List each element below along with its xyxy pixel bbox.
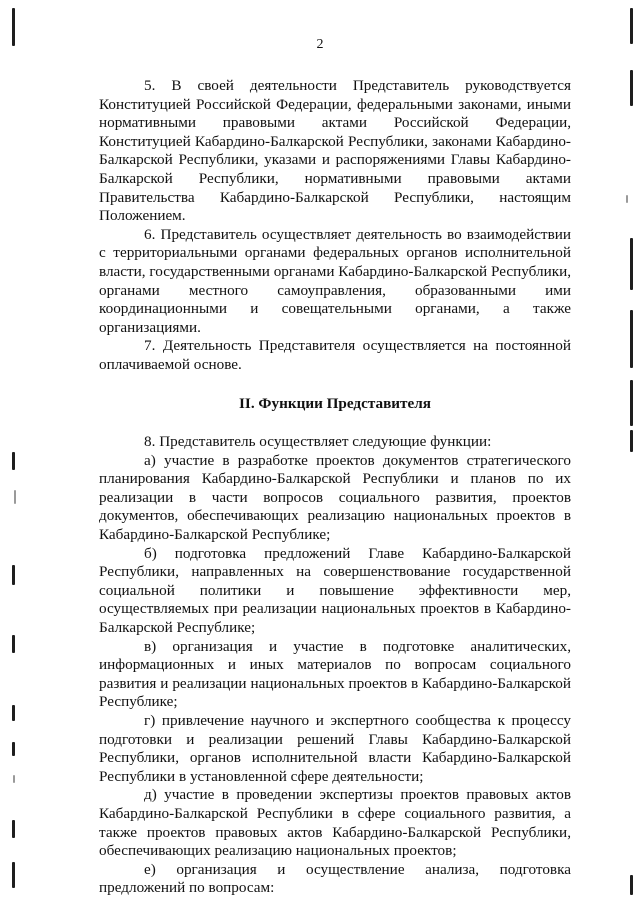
scan-edge-mark — [626, 195, 628, 203]
function-item-g: г) привлечение научного и экспертного сообщества к процессу подготовки и реализации решений Главы Кабардино-Балкарской Республики, органов исполнительной власти Кабардино-Балкарской Республики в установленной сфере деятельности; — [99, 712, 571, 785]
scan-edge-mark — [12, 820, 15, 838]
function-item-b: б) подготовка предложений Главе Кабардино-Балкарской Республики, направленных на совершенствование государственной социальной политики и повышение эффективности мер, осуществляемых при реализации национальных проектов в Кабардино-Балкарской Республике; — [99, 544, 571, 637]
scan-edge-mark — [630, 430, 633, 452]
paragraph-8: 8. Представитель осуществляет следующие функции: — [144, 433, 492, 451]
scan-edge-mark — [12, 8, 15, 46]
document-body — [99, 77, 571, 898]
scan-edge-mark — [630, 380, 633, 426]
page-number: 2 — [316, 37, 324, 52]
scan-edge-mark — [12, 742, 15, 756]
function-item-d: д) участие в проведении экспертизы проектов правовых актов Кабардино-Балкарской Республики в сфере социального развития, а также проектов правовых актов Кабардино-Балкарской Республики, обеспечивающих реализацию национальных проектов; — [99, 786, 571, 860]
function-item-a: а) участие в разработке проектов документов стратегического планирования Кабардино-Балкарской Республики и планов по их реализации в части вопросов социального развития, проектов документов, обеспечивающих реализацию национальных проектов в Кабардино-Балкарской Республике; — [99, 451, 571, 544]
scan-edge-mark — [12, 565, 15, 585]
scan-edge-mark — [12, 452, 15, 470]
paragraph-7: 7. Деятельность Представителя осуществляется на постоянной оплачиваемой основе. — [99, 337, 571, 373]
scan-edge-mark — [12, 635, 15, 653]
scan-edge-mark — [630, 310, 633, 368]
scan-edge-mark — [630, 238, 633, 290]
scan-edge-mark — [630, 875, 633, 895]
paragraph-6: 6. Представитель осуществляет деятельность во взаимодействии с территориальными органами федеральных органов исполнительной власти, государственными органами Кабардино-Балкарской Республики, органами местного самоуправления, образованными ими координационными и совещательными органами, а также организациями. — [99, 225, 571, 336]
scan-edge-mark — [12, 705, 15, 721]
function-item-e: е) организация и осуществление анализа, подготовка предложений по вопросам: — [99, 860, 571, 897]
scan-edge-mark — [630, 70, 633, 106]
scan-edge-mark — [13, 775, 15, 783]
scan-edge-mark — [14, 490, 16, 504]
scan-edge-mark — [12, 862, 15, 888]
section-heading: II. Функции Представителя — [239, 394, 431, 412]
scan-edge-mark — [630, 8, 633, 44]
paragraph-5: 5. В своей деятельности Представитель руководствуется Конституцией Российской Федерации, федеральными законами, иными нормативными правовыми актами Российской Федерации, Конституцией Кабардино-Балкарской Республики, законами Кабардино-Балкарской Республики, указами и распоряжениями Главы Кабардино-Балкарской Республики, нормативными правовыми актами Правительства Кабардино-Балкарской Республики, настоящим Положением. — [99, 77, 571, 225]
function-item-v: в) организация и участие в подготовке аналитических, информационных и иных материалов по вопросам социального развития и реализации национальных проектов в Кабардино-Балкарской Республике; — [99, 637, 571, 711]
